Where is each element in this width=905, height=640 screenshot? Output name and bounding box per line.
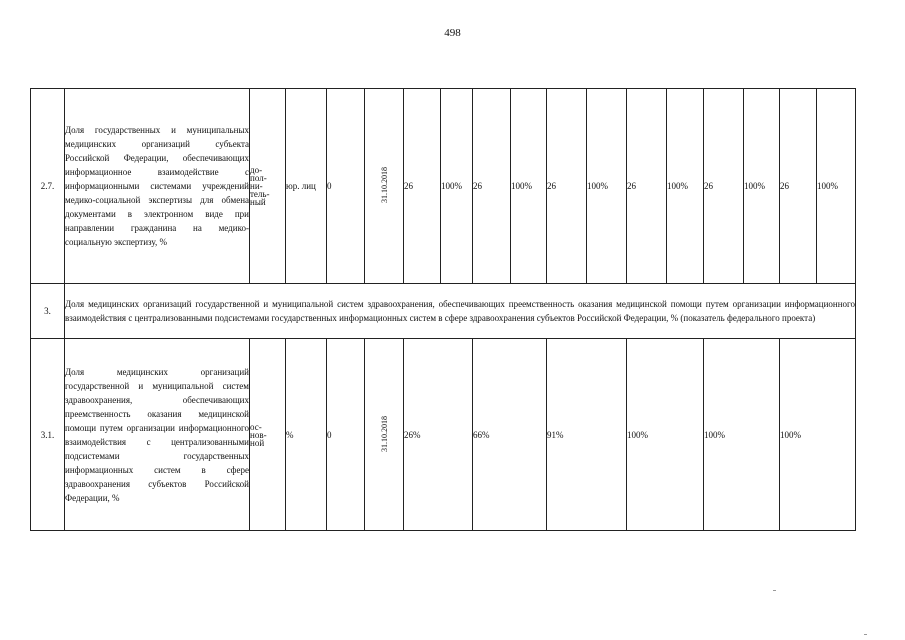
value-cell: 26%: [404, 339, 473, 531]
indicator-name: Доля государственных и муниципальных медицинских организаций субъекта Российской Федерации, обеспечивающих информационное взаимодействие с информационными системами учреждений медико-социальной экспертизы для обмена документами в электронном виде при направлении гражданина на медико-социальную экспертизу, %: [65, 89, 250, 284]
indicator-name: Доля медицинских организаций государственной и муниципальной систем здравоохранения, обеспечивающих преемственность оказания медицинской помощи путем организации информационного взаимодействия с централизованными подсистемами государственных информационных систем в сфере здравоохранения субъектов Российской Федерации, %: [65, 339, 250, 531]
value-cell: 91%: [547, 339, 627, 531]
value-cell: 100%: [441, 89, 473, 284]
page-number: 498: [444, 27, 461, 39]
value-cell: 66%: [473, 339, 547, 531]
unit-of-measure: юр. лиц: [286, 89, 327, 284]
base-date-text: 31.10.2018: [379, 167, 389, 203]
value-cell: 100%: [511, 89, 547, 284]
base-value: 0: [327, 89, 365, 284]
table-row-3: [31, 284, 856, 339]
value-cell: 26: [627, 89, 667, 284]
base-date: [365, 339, 404, 531]
scan-speck: [773, 590, 776, 591]
value-cell: 100%: [744, 89, 780, 284]
value-cell: 26: [780, 89, 817, 284]
base-date-text: 31.10.2018: [379, 415, 389, 452]
value-cell: 100%: [817, 89, 856, 284]
value-cell: 26: [704, 89, 744, 284]
scan-speck: [864, 634, 867, 635]
value-cell: 100%: [704, 339, 780, 531]
section-heading: Доля медицинских организаций государственной и муниципальной систем здравоохранения, обеспечивающих преемственность оказания медицинской помощи путем организации информационного взаимодействия с централизованными подсистемами государственных информационных систем в сфере здравоохранения субъектов Российской Федерации, % (показатель федерального проекта): [65, 284, 856, 339]
indicator-type: ос- нов- ной: [250, 339, 286, 531]
base-date: [365, 89, 404, 284]
indicators-table: [30, 88, 856, 531]
value-cell: 26: [547, 89, 587, 284]
table-row-3-1: [31, 339, 856, 531]
row-number: 3.1.: [31, 339, 65, 531]
table-row-2-7: [31, 89, 856, 284]
base-value: 0: [327, 339, 365, 531]
row-number: 2.7.: [31, 89, 65, 284]
row-number: 3.: [31, 284, 65, 339]
value-cell: 100%: [780, 339, 856, 531]
value-cell: 100%: [667, 89, 704, 284]
value-cell: 100%: [627, 339, 704, 531]
indicator-type: до- пол- ни- тель- ный: [250, 89, 286, 284]
value-cell: 26: [473, 89, 511, 284]
value-cell: 100%: [587, 89, 627, 284]
value-cell: 26: [404, 89, 441, 284]
unit-of-measure: %: [286, 339, 327, 531]
